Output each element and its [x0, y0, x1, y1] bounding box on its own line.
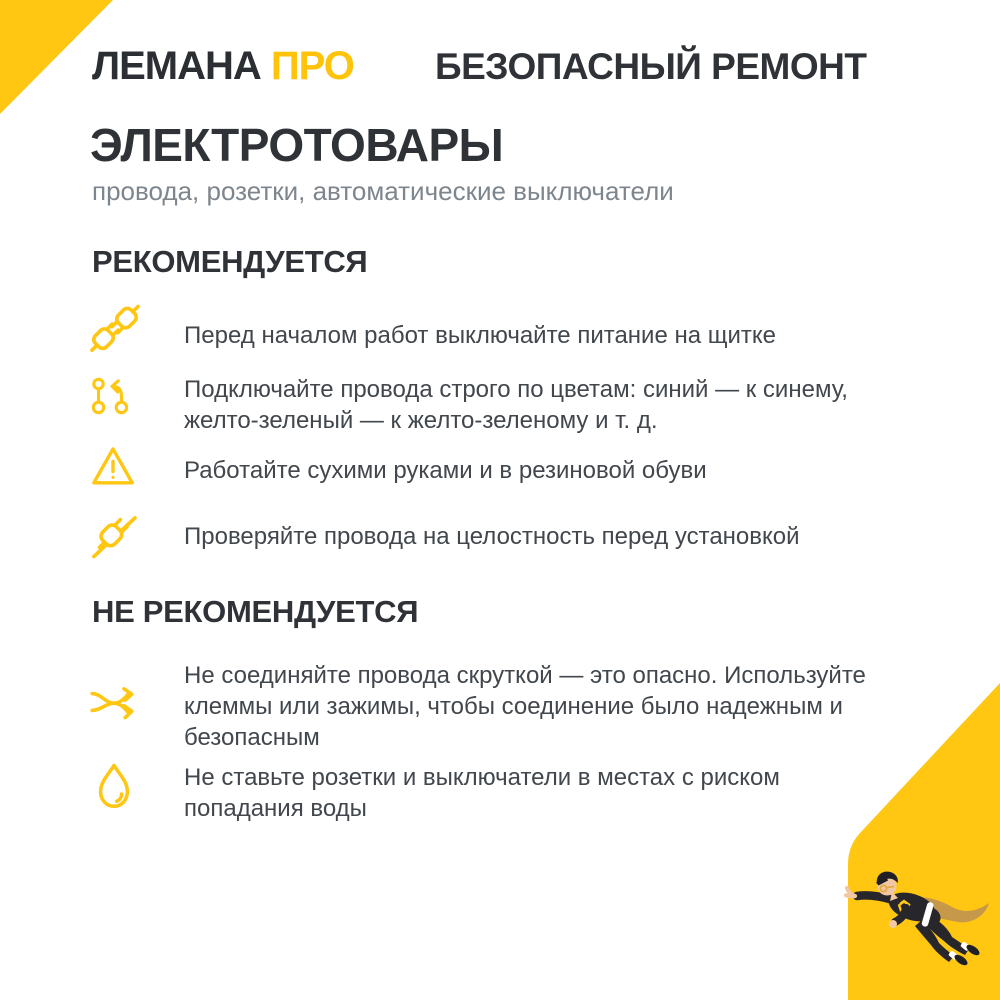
- recommended-item-1: Перед началом работ выключайте питание на щитке: [184, 322, 776, 349]
- page-subtitle: провода, розетки, автоматические выключатели: [92, 176, 674, 206]
- not-recommended-item-1: Не соединяйте провода скруткой — это опасно. Используйте клеммы или зажимы, чтобы соединение было надежным и безопасным: [184, 662, 866, 751]
- recommended-item-4: Проверяйте провода на целостность перед установкой: [184, 523, 800, 550]
- section-heading-not-recommended: НЕ РЕКОМЕНДУЕТСЯ: [92, 594, 419, 629]
- brand-logo-secondary: ПРО: [270, 44, 354, 88]
- page-title: ЭЛЕКТРОТОВАРЫ: [90, 119, 504, 171]
- flying-superhero-mascot-illustration: [840, 852, 1000, 982]
- wire-colors-icon: [86, 372, 136, 422]
- recommended-item-3: Работайте сухими руками и в резиновой обуви: [184, 457, 707, 484]
- recommended-item-2: Подключайте провода строго по цветам: синий — к синему, желто-зеленый — к желто-зеленому и т. д.: [184, 376, 848, 434]
- campaign-title: БЕЗОПАСНЫЙ РЕМОНТ: [435, 46, 867, 87]
- section-heading-recommended: РЕКОМЕНДУЕТСЯ: [92, 244, 368, 279]
- not-recommended-item-2: Не ставьте розетки и выключатели в местах с риском попадания воды: [184, 764, 780, 822]
- warning-triangle-icon: [86, 440, 140, 494]
- plug-cable-icon: [86, 504, 144, 562]
- water-drop-icon: [86, 754, 142, 820]
- brand-logo-primary: ЛЕМАНА: [92, 44, 261, 88]
- brand-logo: [92, 44, 354, 89]
- twisted-wires-icon: [86, 678, 144, 726]
- plug-connection-icon: [86, 300, 144, 358]
